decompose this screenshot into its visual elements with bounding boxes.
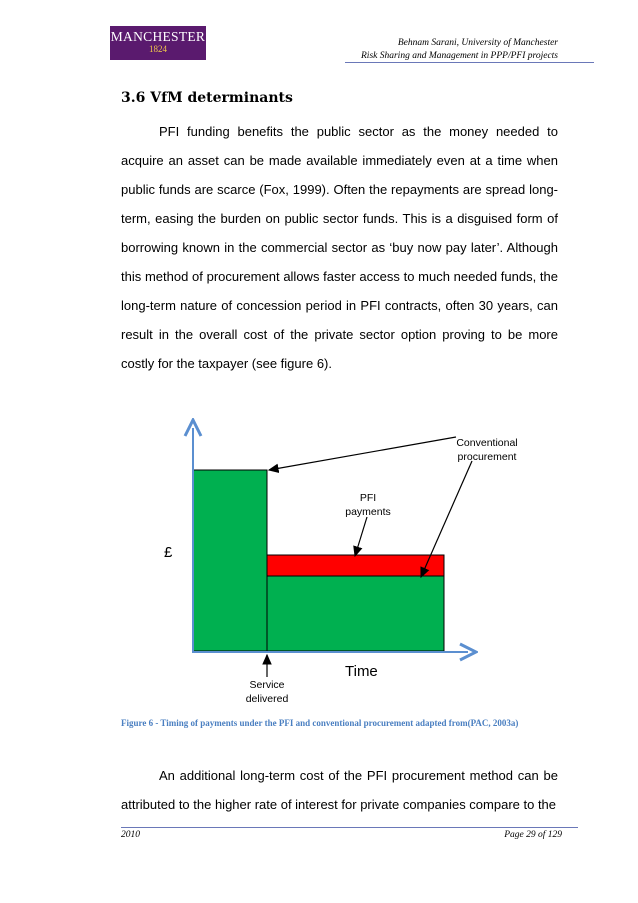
conventional-cost-bar bbox=[193, 470, 267, 651]
pfi-premium-bar bbox=[267, 555, 444, 576]
conventional-label-line2: procurement bbox=[457, 451, 517, 463]
x-axis-label: Time bbox=[345, 663, 378, 680]
figure-caption: Figure 6 - Timing of payments under the PFI and conventional procurement adapted from(PAC, 2003a) bbox=[121, 718, 519, 728]
body-paragraph: An additional long-term cost of the PFI procurement method can be attributed to the higher rate of interest for private companies compare to the bbox=[121, 768, 558, 812]
pfi-label-line1: PFI bbox=[359, 492, 377, 504]
service-label-line1: Service bbox=[249, 679, 285, 691]
pfi-arrow bbox=[355, 517, 367, 556]
header-project: Risk Sharing and Management in PPP/PFI projects bbox=[361, 51, 558, 61]
service-label-line2: delivered bbox=[245, 693, 289, 705]
footer-year: 2010 bbox=[121, 830, 140, 840]
header-author: Behnam Sarani, University of Manchester bbox=[397, 38, 558, 48]
conventional-arrow-1 bbox=[269, 437, 456, 470]
page-number: Page 29 of 129 bbox=[504, 830, 562, 840]
pfi-base-bar bbox=[267, 576, 444, 651]
logo-year: 1824 bbox=[149, 44, 167, 54]
logo-text: MANCHESTER bbox=[110, 29, 206, 44]
footer-rule bbox=[121, 827, 578, 828]
pfi-label-line2: payments bbox=[345, 506, 391, 518]
conventional-arrow-2 bbox=[421, 461, 472, 577]
conventional-label-line1: Conventional bbox=[456, 437, 518, 449]
y-axis-label: £ bbox=[164, 544, 173, 561]
body-paragraph: PFI funding benefits the public sector as the money needed to acquire an asset can be made available immediately even at a time when public funds are scarce (Fox, 1999). Often the repayments are spread long-term, easing the burden on public sector funds. This is a disguised form of borrowing known in the commercial sector as ‘buy now pay later’. Although this method of procurement allows faster access to much needed funds, the long-term nature of concession period in PFI contracts, often 30 years, can result in the overall cost of the private sector option proving to be more costly for the taxpayer (see figure 6). bbox=[121, 124, 558, 371]
section-heading: 3.6 VfM determinants bbox=[121, 90, 293, 106]
